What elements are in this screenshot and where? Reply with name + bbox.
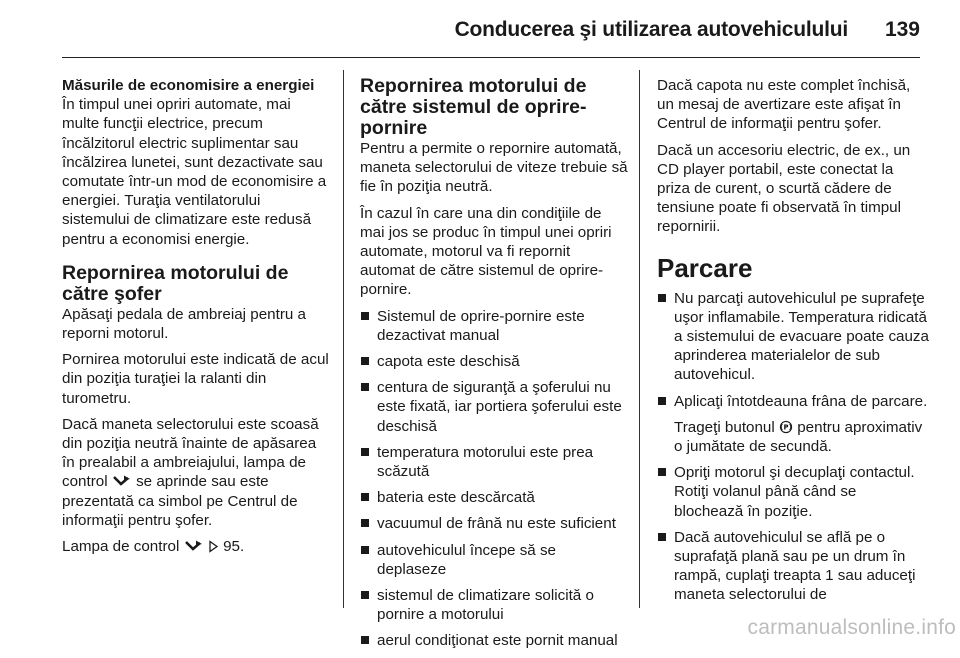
list-item-text: Dacă autovehiculul se află pe o suprafaţă plană sau pe un drum în rampă, cuplaţi treapta 1 sau aduceţi maneta selectorului de (674, 528, 916, 604)
text-span: Dacă maneta selectorului este scoasă din poziţia neutră înainte de apăsarea în prealabil a ambreiajului, lampa de control (62, 415, 319, 491)
paragraph (62, 537, 330, 556)
column-3 (657, 76, 929, 612)
list-item (360, 307, 628, 345)
list-item-text: Opriţi motorul şi decuplaţi contactul. Rotiţi volanul până când se blochează în poziţie. (674, 464, 915, 520)
driver-restart-heading: Repornirea motorului de către şofer (62, 261, 289, 305)
list-item (657, 463, 929, 521)
parking-list (657, 289, 929, 605)
paragraph: Dacă un accesoriu electric, de ex., un CD player portabil, este conectat la priza de curent, o scurtă cădere de tensiune poate fi observată în timpul repornirii. (657, 141, 911, 236)
paragraph (62, 415, 330, 530)
paragraph: În cazul în care una din condiţiile de mai jos se produc în timpul unei opriri automate, motorul va fi repornit automat de către sistemul de oprire-pornire. (360, 204, 612, 299)
energy-saving-heading: Măsurile de economisire a energiei (62, 77, 315, 94)
list-item (657, 289, 929, 385)
text-span: pentru aproximativ o jumătate de secundă. (674, 418, 923, 456)
list-item-text: Nu parcaţi autovehiculul pe suprafeţe uşor inflamabile. Temperatura ridicată a sistemului de evacuare poate cauza aprinderea materialelor de sub autovehicul. (674, 289, 929, 384)
column-divider (343, 70, 344, 608)
list-item (360, 352, 628, 371)
list-item-text: bateria este descărcată (377, 489, 535, 507)
page-reference-arrow-icon[interactable] (208, 540, 219, 553)
system-restart-heading: Repornirea motorului de către sistemul de oprire-pornire (360, 75, 587, 139)
page-number: 139 (884, 18, 920, 41)
page-header (0, 0, 960, 58)
watermark: carmanualsonline.info (747, 616, 956, 639)
list-item (657, 392, 929, 457)
list-item-text: temperatura motorului este prea scăzută (377, 443, 594, 481)
list-item-text: sistemul de climatizare solicită o pornire a motorului (377, 587, 594, 624)
parking-heading: Parcare (657, 252, 753, 283)
page-reference[interactable]: 95. (223, 538, 245, 556)
list-item-text: centura de siguranţă a şoferului nu este fixată, iar portiera şoferului este deschisă (377, 379, 622, 435)
text-span: se aprinde sau este prezentată ca simbol pe Centrul de informaţii pentru şofer. (62, 473, 298, 529)
list-item (360, 586, 628, 624)
list-item (360, 378, 628, 436)
list-item (360, 488, 628, 507)
list-item (657, 528, 929, 605)
header-divider (62, 57, 920, 58)
column-2 (360, 76, 628, 658)
paragraph: Apăsaţi pedala de ambreiaj pentru a reporni motorul. (62, 305, 307, 343)
energy-saving-text: În timpul unei opriri automate, mai multe funcţii electrice, precum încălzitorul electric suplimentar sau încălzirea lunetei, sunt dezactivate sau comutate într-un mod de economisire a energiei. Turaţia ventilatorului sistemului de climatizare este redusă pentru a economisi energie. (62, 96, 327, 248)
paragraph: Dacă capota nu este complet închisă, un mesaj de avertizare este afişat în Centrul de informaţii pentru şofer. (657, 77, 911, 133)
stop-start-lamp-icon (112, 474, 132, 488)
list-item-text: aerul condiţionat este pornit manual (377, 632, 618, 650)
text-span: Lampa de control (62, 538, 180, 556)
paragraph: Pentru a permite o repornire automată, maneta selectorului de viteze trebuie să fie în poziţia neutră. (360, 140, 628, 196)
header-title: Conducerea şi utilizarea autovehiculului (454, 18, 848, 41)
column-1 (62, 76, 330, 563)
paragraph: Pornirea motorului este indicată de acul din poziţia turaţiei la ralanti din turometru. (62, 351, 329, 407)
list-item (360, 443, 628, 481)
list-item (360, 541, 628, 579)
text-span: Trageţi butonul (674, 418, 775, 436)
list-item-text: vacuumul de frână nu este suficient (377, 515, 616, 533)
list-item (360, 514, 628, 533)
list-item (360, 631, 628, 650)
list-item-text: capota este deschisă (377, 353, 520, 371)
list-item-subtext (674, 418, 929, 456)
stop-start-lamp-icon (184, 539, 204, 553)
restart-conditions-list (360, 307, 628, 651)
parking-brake-button-icon (779, 420, 793, 434)
list-item-text: autovehiculul începe să se deplaseze (377, 541, 556, 578)
svg-text:P: P (783, 423, 789, 432)
list-item-text: Aplicaţi întotdeauna frâna de parcare. (674, 392, 928, 410)
list-item-text: Sistemul de oprire-pornire este dezactivat manual (377, 307, 585, 344)
column-divider (639, 70, 640, 608)
